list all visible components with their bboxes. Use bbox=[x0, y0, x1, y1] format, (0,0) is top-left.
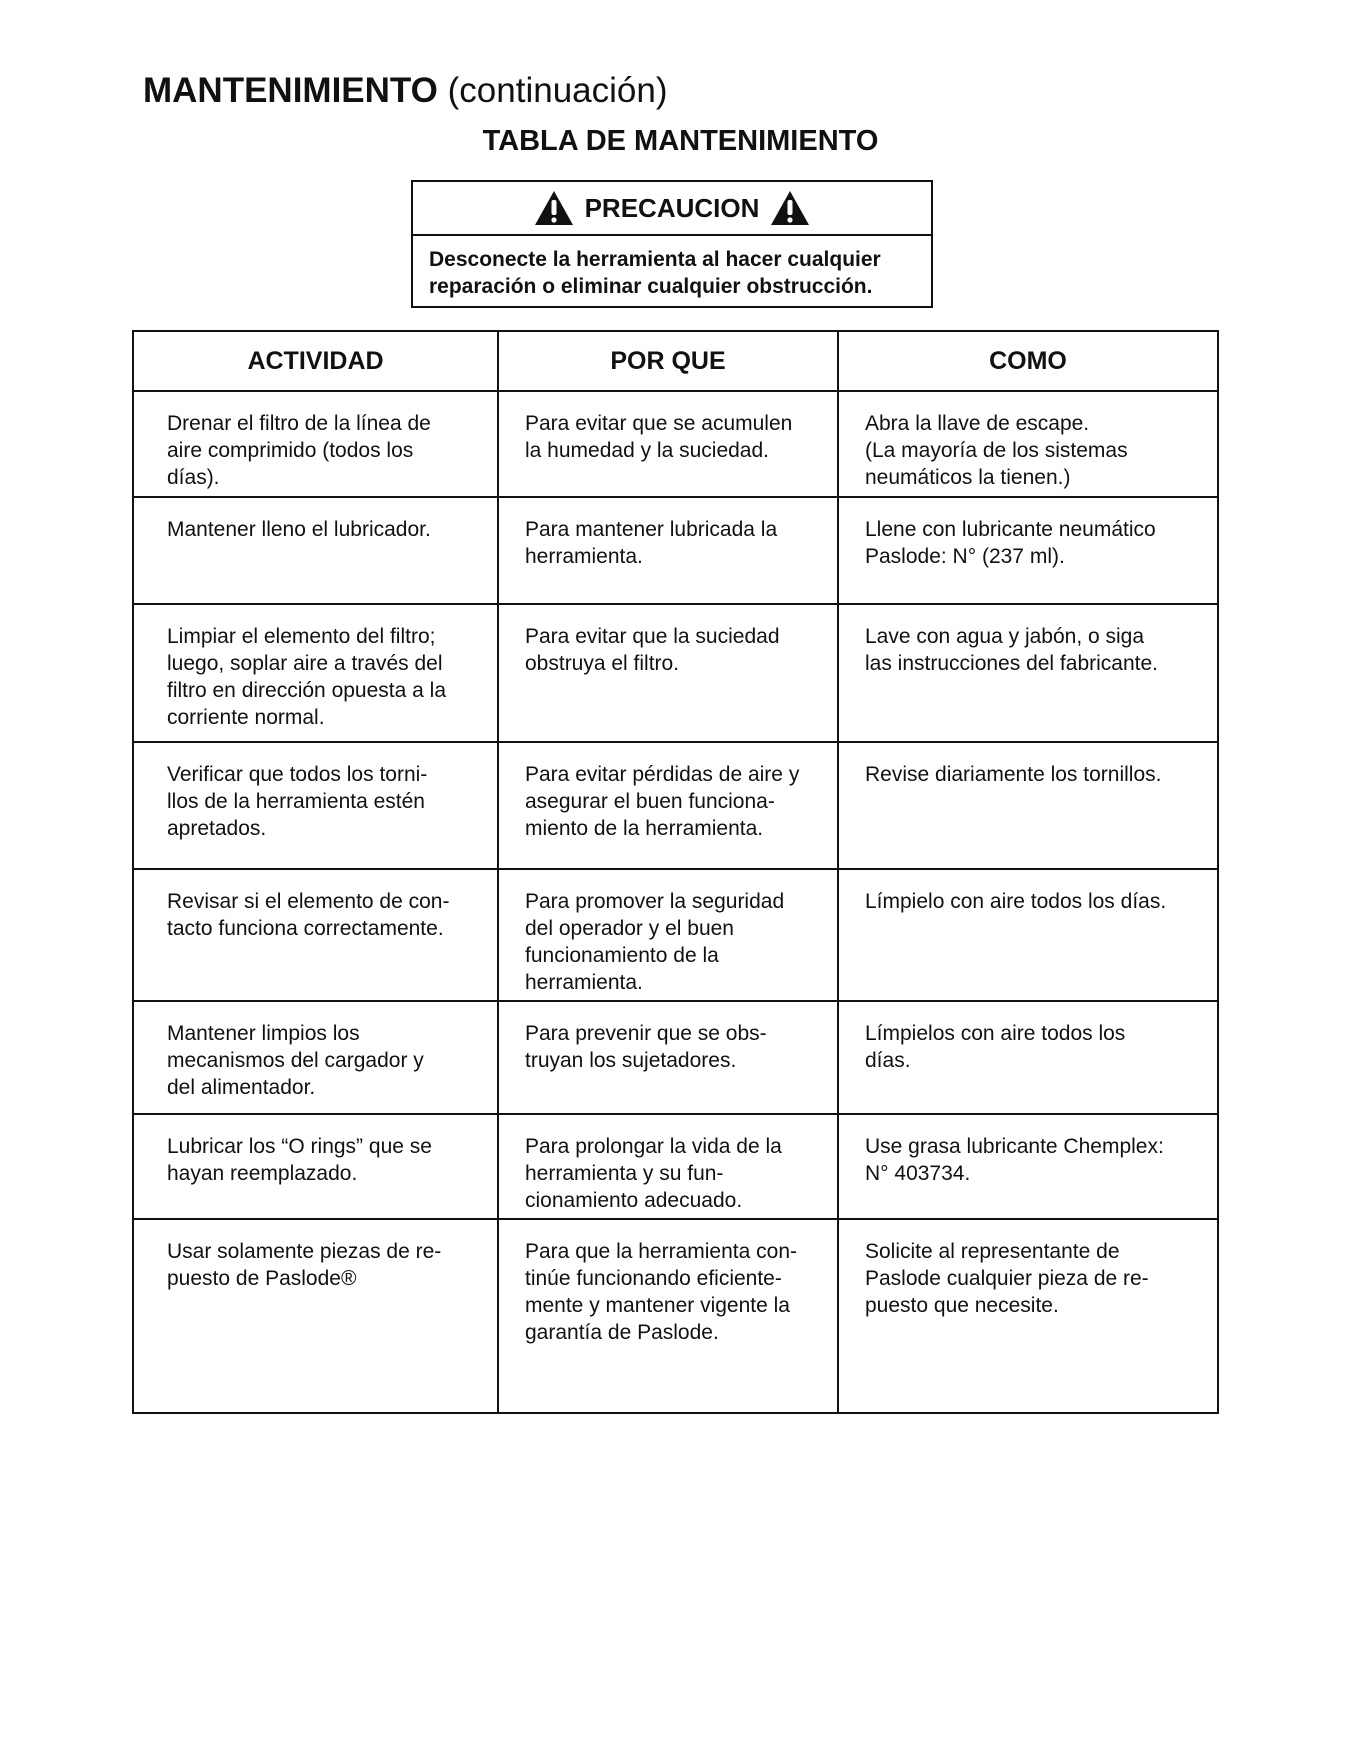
cell-text: Revisar si el elemento de con- tacto funciona correctamente. bbox=[167, 890, 450, 940]
cell-por-que bbox=[498, 1219, 838, 1413]
cell-por-que bbox=[498, 391, 838, 497]
cell-actividad bbox=[133, 742, 498, 869]
cell-text: Límpielo con aire todos los días. bbox=[865, 890, 1167, 913]
cell-text: Lubricar los “O rings” que se hayan reemplazado. bbox=[167, 1135, 432, 1185]
cell-text: Verificar que todos los torni- llos de la herramienta estén apretados. bbox=[167, 763, 428, 840]
table-header-row bbox=[133, 331, 1218, 391]
cell-text: Use grasa lubricante Chemplex: N° 403734. bbox=[865, 1135, 1164, 1185]
cell-text: Para prolongar la vida de la herramienta y su fun- cionamiento adecuado. bbox=[525, 1135, 782, 1212]
section-title: MANTENIMIENTO bbox=[143, 71, 438, 110]
maintenance-table bbox=[132, 330, 1219, 1414]
column-header-como: COMO bbox=[838, 331, 1218, 391]
cell-text: Para mantener lubricada la herramienta. bbox=[525, 518, 778, 568]
cell-como bbox=[838, 1219, 1218, 1413]
cell-text: Para evitar que la suciedad obstruya el filtro. bbox=[525, 625, 780, 675]
cell-text: Mantener limpios los mecanismos del cargador y del alimentador. bbox=[167, 1022, 424, 1099]
cell-text: Para que la herramienta con- tinúe funcionando eficiente- mente y mantener vigente la garantía de Paslode. bbox=[525, 1240, 797, 1344]
cell-por-que bbox=[498, 604, 838, 742]
cell-actividad bbox=[133, 497, 498, 604]
table-row bbox=[133, 604, 1218, 742]
warning-triangle-icon bbox=[769, 189, 811, 227]
section-continuation: (continuación) bbox=[447, 71, 668, 110]
cell-text: Drenar el filtro de la línea de aire comprimido (todos los días). bbox=[167, 412, 431, 489]
table-title: TABLA DE MANTENIMIENTO bbox=[482, 125, 879, 157]
cell-text: Para prevenir que se obs- truyan los sujetadores. bbox=[525, 1022, 767, 1072]
cell-text: Límpielos con aire todos los días. bbox=[865, 1022, 1126, 1072]
cell-text: Abra la llave de escape. (La mayoría de los sistemas neumáticos la tienen.) bbox=[865, 412, 1128, 489]
caution-header bbox=[413, 182, 931, 236]
table-row bbox=[133, 497, 1218, 604]
page-header bbox=[143, 70, 667, 112]
column-header-por-que: POR QUE bbox=[498, 331, 838, 391]
cell-como bbox=[838, 497, 1218, 604]
table-row bbox=[133, 1219, 1218, 1413]
cell-text: Solicite al representante de Paslode cualquier pieza de re- puesto que necesite. bbox=[865, 1240, 1149, 1317]
cell-actividad bbox=[133, 869, 498, 1001]
cell-por-que bbox=[498, 497, 838, 604]
table-row bbox=[133, 1001, 1218, 1114]
cell-actividad bbox=[133, 1001, 498, 1114]
warning-triangle-icon bbox=[533, 189, 575, 227]
cell-text: Mantener lleno el lubricador. bbox=[167, 518, 431, 541]
cell-como bbox=[838, 604, 1218, 742]
cell-actividad bbox=[133, 604, 498, 742]
cell-text: Limpiar el elemento del filtro; luego, soplar aire a través del filtro en dirección opuesta a la corriente normal. bbox=[167, 625, 446, 729]
table-row bbox=[133, 742, 1218, 869]
cell-por-que bbox=[498, 1001, 838, 1114]
cell-text: Lave con agua y jabón, o siga las instrucciones del fabricante. bbox=[865, 625, 1158, 675]
cell-como bbox=[838, 1001, 1218, 1114]
cell-como bbox=[838, 869, 1218, 1001]
cell-text: Para promover la seguridad del operador y el buen funcionamiento de la herramienta. bbox=[525, 890, 785, 994]
cell-text: Revise diariamente los tornillos. bbox=[865, 763, 1162, 786]
cell-por-que bbox=[498, 869, 838, 1001]
cell-text: Llene con lubricante neumático Paslode: N° (237 ml). bbox=[865, 518, 1156, 568]
cell-por-que bbox=[498, 1114, 838, 1219]
cell-text: Para evitar que se acumulen la humedad y la suciedad. bbox=[525, 412, 793, 462]
table-row bbox=[133, 391, 1218, 497]
caution-text: Desconecte la herramienta al hacer cualquier reparación o eliminar cualquier obstrucción. bbox=[429, 248, 881, 298]
cell-actividad bbox=[133, 391, 498, 497]
caution-box bbox=[411, 180, 933, 308]
cell-text: Usar solamente piezas de re- puesto de Paslode® bbox=[167, 1240, 442, 1290]
cell-por-que bbox=[498, 742, 838, 869]
cell-como bbox=[838, 742, 1218, 869]
column-header-actividad: ACTIVIDAD bbox=[133, 331, 498, 391]
cell-como bbox=[838, 1114, 1218, 1219]
cell-text: Para evitar pérdidas de aire y asegurar el buen funciona- miento de la herramienta. bbox=[525, 763, 800, 840]
cell-actividad bbox=[133, 1114, 498, 1219]
cell-actividad bbox=[133, 1219, 498, 1413]
table-row bbox=[133, 1114, 1218, 1219]
cell-como bbox=[838, 391, 1218, 497]
caution-title: PRECAUCION bbox=[584, 192, 760, 223]
table-row bbox=[133, 869, 1218, 1001]
